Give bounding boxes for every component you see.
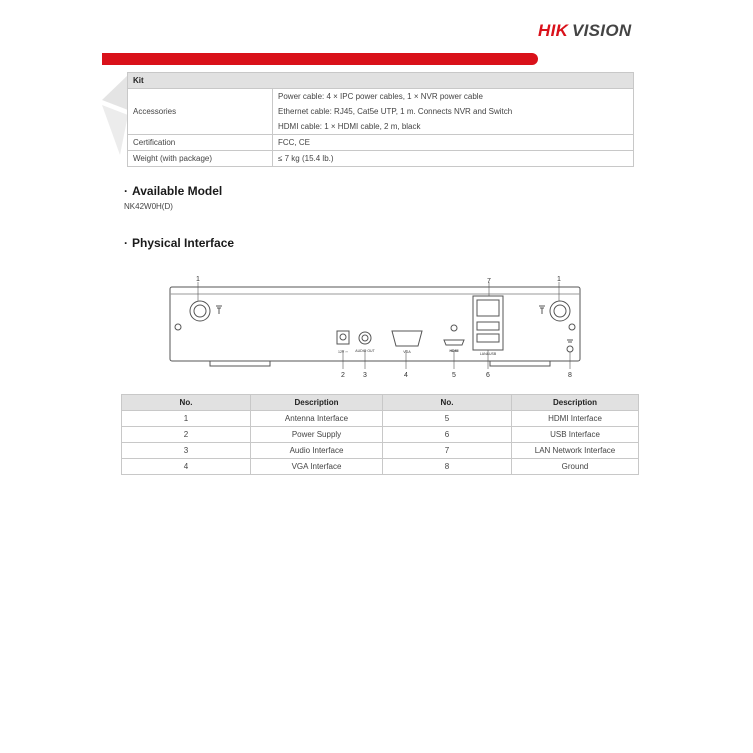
callout-number: 5 [452,372,456,379]
certification-value: FCC, CE [273,135,634,151]
callout-number: 8 [568,372,572,379]
nvr-rear-panel-diagram [150,274,600,384]
table-cell: USB Interface [512,427,639,443]
callout-number: 7 [487,278,491,285]
table-cell: Power Supply [251,427,383,443]
table-cell: LAN Network Interface [512,443,639,459]
table-cell: 7 [383,443,512,459]
table-cell: Antenna Interface [251,411,383,427]
decorative-watermark [100,70,130,160]
table-header-row [122,395,639,411]
table-cell: 5 [383,411,512,427]
callout-number: 2 [341,372,345,379]
physical-interface-heading: · Physical Interface [124,236,235,250]
accessories-line: Power cable: 4 × IPC power cables, 1 × NVR power cable [273,89,634,105]
column-header: No. [122,395,251,411]
certification-label: Certification [128,135,273,151]
table-cell: VGA Interface [251,459,383,475]
table-cell: Ground [512,459,639,475]
table-cell: 2 [122,427,251,443]
accessories-line: HDMI cable: 1 × HDMI cable, 2 m, black [273,119,634,135]
table-cell: HDMI Interface [512,411,639,427]
table-cell: 3 [122,443,251,459]
callout-number: 4 [404,372,408,379]
column-header: Description [251,395,383,411]
lan-usb-port-label: LAN&USB [479,352,497,356]
accessories-label: Accessories [128,89,273,135]
kit-spec-table [127,72,634,167]
available-model-title: Available Model [132,184,223,198]
column-header: Description [512,395,639,411]
table-cell: 1 [122,411,251,427]
audio-port-label: AUDIO OUT [355,349,375,353]
table-cell: 4 [122,459,251,475]
table-cell: Audio Interface [251,443,383,459]
callout-number: 1 [196,276,200,283]
table-row [122,427,639,443]
interface-table [121,394,639,475]
weight-label: Weight (with package) [128,151,273,167]
kit-header: Kit [128,73,634,89]
table-row [122,443,639,459]
svg-text:VISION: VISION [572,21,632,40]
header-red-bar [102,53,538,65]
table-cell: 8 [383,459,512,475]
callout-number: 6 [486,372,490,379]
svg-text:HIK: HIK [538,21,569,40]
available-model-heading: · Available Model [124,184,223,198]
table-row [122,459,639,475]
hdmi-port-label: HDMI [449,349,459,353]
model-number: NK42W0H(D) [124,202,173,211]
hikvision-logo [538,18,650,42]
column-header: No. [383,395,512,411]
physical-interface-title: Physical Interface [132,236,235,250]
vga-port-label: VGA [403,350,411,354]
accessories-line: Ethernet cable: RJ45, Cat5e UTP, 1 m. Connects NVR and Switch [273,104,634,119]
table-row [122,411,639,427]
weight-value: ≤ 7 kg (15.4 lb.) [273,151,634,167]
callout-number: 1 [557,276,561,283]
power-port-label: 12V ⎓ [338,350,348,354]
table-cell: 6 [383,427,512,443]
callout-number: 3 [363,372,367,379]
